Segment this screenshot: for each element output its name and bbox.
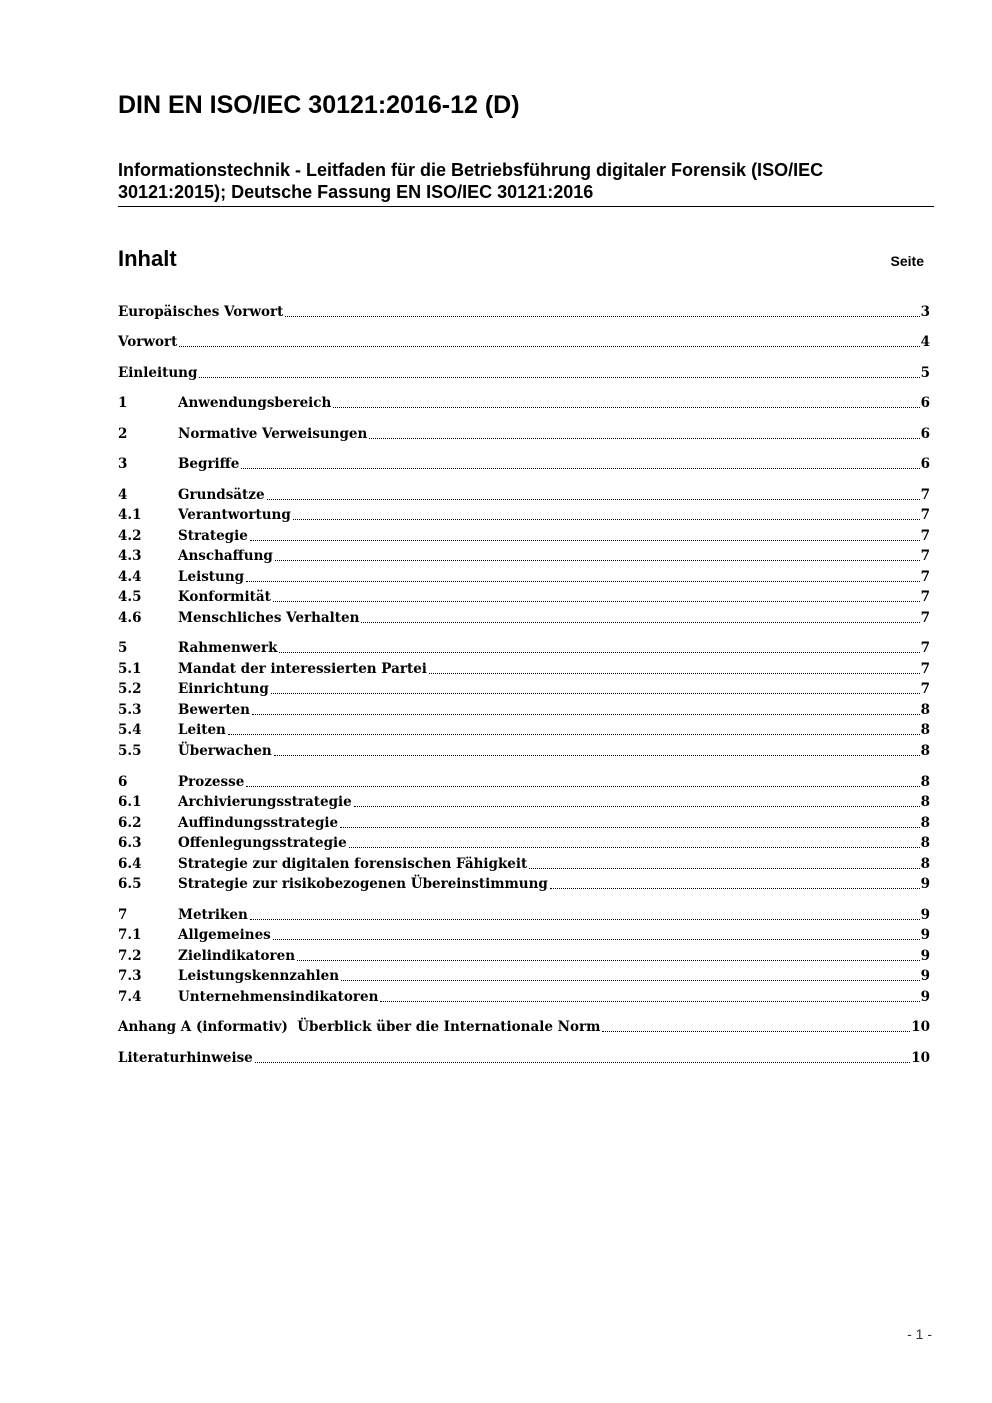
toc-entry-page: 5 (920, 365, 930, 381)
toc-entry-page: 8 (920, 722, 930, 738)
toc-entry-page: 7 (920, 548, 930, 564)
toc-leader-dots (274, 754, 920, 756)
toc-leader-dots (252, 713, 920, 715)
toc-entry-number: 6.2 (118, 815, 142, 831)
toc-entry-label: Bewerten (178, 702, 250, 718)
toc-entry-page: 7 (920, 507, 930, 523)
toc-entry[interactable] (118, 987, 930, 1007)
toc-entry-label: Leistungskennzahlen (178, 968, 340, 984)
toc-entry-number: 5.3 (118, 702, 142, 718)
toc-entry-number: 4.5 (118, 589, 142, 605)
toc-entry-page: 6 (920, 395, 930, 411)
toc-entry-page: 10 (911, 1019, 930, 1035)
toc-leader-dots (228, 733, 920, 735)
toc-entry[interactable] (118, 587, 930, 607)
toc-leader-dots (271, 692, 920, 694)
toc-leader-dots (369, 437, 919, 439)
toc-entry-number: 5.1 (118, 661, 142, 677)
toc-entry[interactable] (118, 966, 930, 986)
toc-leader-dots (273, 938, 920, 940)
toc-entry-number: 1 (118, 395, 128, 411)
toc-entry-number: 6.5 (118, 876, 142, 892)
toc-entry[interactable] (118, 363, 930, 383)
toc-leader-dots (293, 518, 920, 520)
toc-entry-page: 7 (920, 487, 930, 503)
toc-leader-dots (349, 846, 920, 848)
toc-entry-label: Archivierungsstrategie (178, 794, 352, 810)
toc-leader-dots (241, 467, 919, 469)
toc-entry-number: 3 (118, 456, 128, 472)
toc-leader-dots (275, 559, 920, 561)
toc-entry-label: Überwachen (178, 743, 272, 759)
toc-leader-dots (297, 959, 920, 961)
toc-entry-label: Einleitung (118, 365, 198, 381)
toc-entry[interactable] (118, 813, 930, 833)
toc-entry-page: 8 (920, 835, 930, 851)
toc-entry[interactable] (118, 1048, 930, 1068)
toc-entry-page: 4 (920, 334, 930, 350)
toc-entry[interactable] (118, 332, 930, 352)
toc-entry-page: 8 (920, 702, 930, 718)
toc-entry-number: 5.4 (118, 722, 142, 738)
toc-entry-page: 8 (920, 774, 930, 790)
toc-entry-number: 7.4 (118, 989, 142, 1005)
toc-entry-number: 6.3 (118, 835, 142, 851)
toc-entry[interactable] (118, 485, 930, 505)
toc-entry[interactable] (118, 608, 930, 628)
toc-entry-number: 6 (118, 774, 128, 790)
toc-entry[interactable] (118, 700, 930, 720)
toc-leader-dots (550, 887, 920, 889)
toc-entry-label: Metriken (178, 907, 248, 923)
toc-entry-page: 8 (920, 743, 930, 759)
toc-entry[interactable] (118, 302, 930, 322)
toc-entry-page: 9 (920, 948, 930, 964)
toc-leader-dots (602, 1030, 910, 1032)
toc-entry-page: 8 (920, 815, 930, 831)
toc-leader-dots (179, 345, 919, 347)
toc-leader-dots (279, 651, 919, 653)
toc-entry-label: Normative Verweisungen (178, 426, 368, 442)
toc-entry-number: 4.4 (118, 569, 142, 585)
toc-entry-label: Anschaffung (178, 548, 273, 564)
toc-entry-page: 7 (920, 569, 930, 585)
document-subtitle: Informationstechnik - Leitfaden für die Betriebsführung digitaler Forensik (ISO/IEC 30121:2015); Deutsche Fassung EN ISO/IEC 30121:2016 (118, 160, 824, 202)
toc-entry-label: Einrichtung (178, 681, 269, 697)
toc-entry[interactable] (118, 546, 930, 566)
toc-entry[interactable] (118, 679, 930, 699)
footer-page-number: - 1 - (907, 1326, 932, 1342)
toc-leader-dots (341, 979, 920, 981)
toc-entry-label: Allgemeines (178, 927, 271, 943)
toc-entry[interactable] (118, 454, 930, 474)
toc-entry-page: 3 (920, 304, 930, 320)
toc-entry-label: Prozesse (178, 774, 245, 790)
toc-leader-dots (285, 315, 919, 317)
toc-entry-number: 2 (118, 426, 128, 442)
toc-entry-page: 9 (920, 907, 930, 923)
toc-entry-label: Mandat der interessierten Partei (178, 661, 427, 677)
toc-entry-label: Literaturhinweise (118, 1050, 253, 1066)
toc-entry-page: 6 (920, 426, 930, 442)
toc-entry[interactable] (118, 905, 930, 925)
toc-entry-number: 5 (118, 640, 128, 656)
toc-entry[interactable] (118, 526, 930, 546)
toc-entry-page: 7 (920, 610, 930, 626)
toc-heading: Inhalt (118, 246, 177, 271)
toc-entry[interactable] (118, 854, 930, 874)
toc-leader-dots (529, 867, 919, 869)
toc-entry[interactable] (118, 946, 930, 966)
toc-entry-number: 4.6 (118, 610, 142, 626)
toc-entry-label: Unternehmensindikatoren (178, 989, 379, 1005)
toc-entry-label: Begriffe (178, 456, 240, 472)
toc-entry[interactable] (118, 638, 930, 658)
toc-entry-label: Anhang A (informativ) Überblick über die Internationale Norm (118, 1019, 601, 1035)
toc-leader-dots (246, 580, 919, 582)
toc-entry-number: 7 (118, 907, 128, 923)
toc-entry-number: 7.1 (118, 927, 142, 943)
toc-entry-number: 6.1 (118, 794, 142, 810)
document-title: DIN EN ISO/IEC 30121:2016-12 (D) (118, 91, 520, 119)
toc-entry-page: 8 (920, 856, 930, 872)
toc-entry-label: Vorwort (118, 334, 178, 350)
toc-entry-page: 10 (911, 1050, 930, 1066)
toc-entry[interactable] (118, 741, 930, 761)
toc-leader-dots (333, 406, 919, 408)
toc-entry[interactable] (118, 792, 930, 812)
toc-leader-dots (354, 805, 920, 807)
toc-entry-page: 7 (920, 528, 930, 544)
toc-entry-number: 7.3 (118, 968, 142, 984)
toc-entry-label: Europäisches Vorwort (118, 304, 284, 320)
toc-entry-number: 5.5 (118, 743, 142, 759)
toc-entry-label: Anwendungsbereich (178, 395, 332, 411)
toc-entry-label: Strategie zur digitalen forensischen Fähigkeit (178, 856, 528, 872)
toc-entry-page: 9 (920, 876, 930, 892)
toc-entry[interactable] (118, 1017, 930, 1037)
toc-entry[interactable] (118, 567, 930, 587)
page-column-label: Seite (890, 253, 924, 269)
toc-entry-label: Menschliches Verhalten (178, 610, 360, 626)
toc-entry[interactable] (118, 833, 930, 853)
toc-leader-dots (429, 672, 920, 674)
toc-entry-page: 7 (920, 640, 930, 656)
toc-entry-number: 4.1 (118, 507, 142, 523)
toc-entry[interactable] (118, 659, 930, 679)
toc-entry-number: 4.3 (118, 548, 142, 564)
toc-entry[interactable] (118, 393, 930, 413)
toc-entry-page: 9 (920, 968, 930, 984)
toc-leader-dots (267, 498, 920, 500)
toc-entry-page: 9 (920, 989, 930, 1005)
toc-entry-page: 7 (920, 661, 930, 677)
toc-entry[interactable] (118, 720, 930, 740)
toc-entry[interactable] (118, 925, 930, 945)
toc-entry-page: 7 (920, 589, 930, 605)
toc-leader-dots (250, 539, 920, 541)
toc-entry-number: 6.4 (118, 856, 142, 872)
toc-entry-number: 4 (118, 487, 128, 503)
toc-leader-dots (199, 376, 919, 378)
toc-leader-dots (255, 1061, 910, 1063)
toc-leader-dots (250, 918, 920, 920)
toc-entry-label: Auffindungsstrategie (178, 815, 339, 831)
toc-entry[interactable] (118, 505, 930, 525)
toc-entry-label: Strategie (178, 528, 248, 544)
toc-entry-number: 4.2 (118, 528, 142, 544)
toc-entry-label: Grundsätze (178, 487, 265, 503)
toc-leader-dots (273, 600, 920, 602)
toc-leader-dots (246, 785, 919, 787)
toc-entry-label: Leistung (178, 569, 245, 585)
toc-entry-label: Rahmenwerk (178, 640, 278, 656)
toc-entry-page: 9 (920, 927, 930, 943)
toc-entry-label: Strategie zur risikobezogenen Übereinstimmung (178, 876, 548, 892)
toc-entry-label: Zielindikatoren (178, 948, 296, 964)
toc-entry-page: 6 (920, 456, 930, 472)
toc-entry-label: Offenlegungsstrategie (178, 835, 347, 851)
table-of-contents (118, 0, 930, 1100)
toc-leader-dots (340, 826, 919, 828)
toc-entry[interactable] (118, 424, 930, 444)
toc-entry[interactable] (118, 772, 930, 792)
toc-entry-label: Konformität (178, 589, 271, 605)
toc-entry-number: 5.2 (118, 681, 142, 697)
toc-entry[interactable] (118, 874, 930, 894)
toc-entry-label: Leiten (178, 722, 226, 738)
toc-entry-label: Verantwortung (178, 507, 291, 523)
toc-leader-dots (380, 1000, 919, 1002)
toc-entry-page: 8 (920, 794, 930, 810)
toc-leader-dots (361, 621, 919, 623)
toc-entry-page: 7 (920, 681, 930, 697)
toc-entry-number: 7.2 (118, 948, 142, 964)
